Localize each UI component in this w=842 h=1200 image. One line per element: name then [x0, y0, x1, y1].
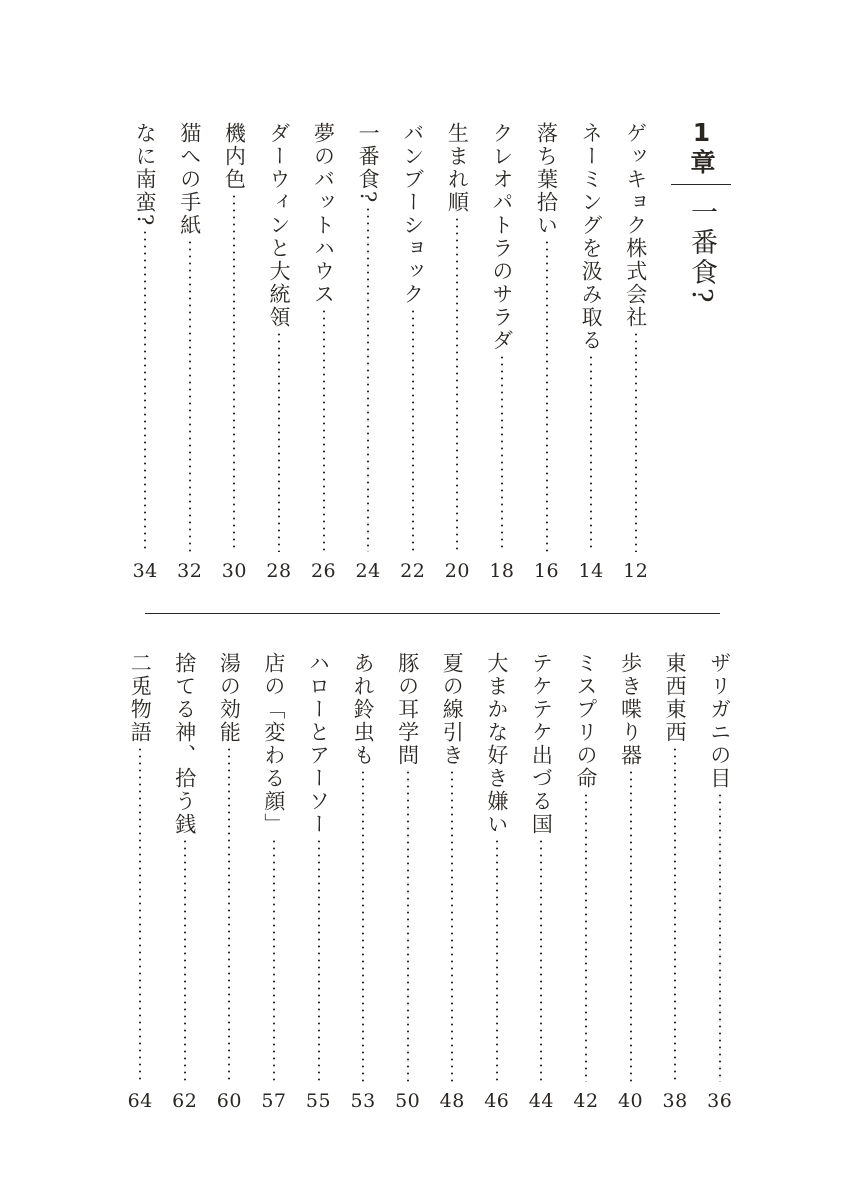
dot-leader — [496, 838, 498, 1082]
toc-entry[interactable] — [162, 652, 207, 1112]
toc-entry-title: 一番食? — [356, 122, 381, 205]
toc-entry[interactable] — [296, 652, 341, 1112]
toc-entry[interactable] — [385, 652, 430, 1112]
dot-leader — [273, 838, 275, 1082]
toc-entry-page: 62 — [172, 1090, 198, 1112]
toc-entry-title: 夏の線引き — [440, 652, 465, 767]
toc-entry-title: ネーミングを汲み取る — [579, 122, 604, 352]
toc-entry-page: 53 — [350, 1090, 376, 1112]
toc-entry-page: 36 — [707, 1090, 733, 1112]
toc-entry-title: テケテケ出づる国 — [529, 652, 554, 836]
toc-entry-page: 55 — [305, 1090, 332, 1112]
dot-leader — [362, 769, 364, 1082]
toc-entry-page: 48 — [439, 1090, 465, 1112]
toc-entry-page: 20 — [444, 560, 470, 582]
toc-entry-title: 大まかな好き嫌い — [484, 652, 509, 836]
dot-leader — [139, 746, 141, 1082]
toc-entry-title: 夢のバットハウス — [311, 122, 336, 306]
toc-entry-title: 歩き喋り器 — [618, 652, 643, 767]
toc-entry-page: 16 — [533, 560, 560, 582]
toc-entry-title: 湯の効能 — [217, 652, 242, 744]
toc-entry-title: ゲッキョク株式会社 — [623, 122, 648, 329]
dot-leader — [412, 308, 414, 552]
dot-leader — [585, 792, 587, 1082]
toc-entry-title: ダーウィンと大統領 — [266, 122, 291, 329]
chapter-title: 一番食? — [686, 198, 717, 306]
toc-entry[interactable] — [167, 122, 212, 582]
dot-leader — [630, 769, 632, 1082]
toc-entry[interactable] — [118, 652, 163, 1112]
toc-entry-title: 豚の耳学問 — [395, 652, 420, 767]
toc-entry-page: 44 — [528, 1090, 554, 1112]
toc-entry-page: 26 — [310, 560, 337, 582]
dot-leader — [367, 206, 369, 552]
toc-entry-title: バンブーショック — [400, 122, 425, 306]
toc-entry-page: 32 — [177, 560, 203, 582]
toc-entry[interactable] — [569, 122, 614, 582]
toc-entry[interactable] — [341, 652, 386, 1112]
toc-entry-page: 12 — [623, 560, 649, 582]
toc-entry-title: 落ち葉拾い — [534, 122, 559, 237]
toc-entry[interactable] — [564, 652, 609, 1112]
toc-entry-page: 46 — [484, 1090, 510, 1112]
toc-entry-title: 東西東西 — [663, 652, 688, 744]
toc-entry[interactable] — [252, 652, 297, 1112]
dot-leader — [189, 239, 191, 552]
toc-entry[interactable] — [301, 122, 346, 582]
chapter-number: 1章 — [687, 118, 716, 176]
toc-entry-title: 二兎物語 — [128, 652, 153, 744]
toc-entry-page: 22 — [400, 560, 426, 582]
dot-leader — [456, 216, 458, 552]
chapter-rule — [671, 184, 731, 185]
toc-entry-title: 生まれ順 — [445, 122, 470, 214]
dot-leader — [590, 354, 592, 552]
toc-entry-page: 64 — [127, 1090, 153, 1112]
toc-entry-page: 34 — [132, 560, 158, 582]
dot-leader — [501, 354, 503, 552]
toc-entry-title: ザリガニの目 — [707, 652, 732, 790]
toc-entry[interactable] — [519, 652, 564, 1112]
toc-entry[interactable] — [257, 122, 302, 582]
toc-entry[interactable] — [123, 122, 168, 582]
toc-entry[interactable] — [207, 652, 252, 1112]
toc-entry[interactable] — [613, 122, 658, 582]
dot-leader — [540, 838, 542, 1082]
dot-leader — [407, 769, 409, 1082]
toc-bottom-section — [118, 652, 742, 1112]
toc-entry-title: 機内色 — [222, 122, 247, 191]
toc-entry[interactable] — [475, 652, 520, 1112]
toc-entry[interactable] — [697, 652, 742, 1112]
toc-entry-title: 捨てる神、拾う銭 — [172, 652, 197, 836]
toc-entry-page: 38 — [662, 1090, 688, 1112]
toc-entry-page: 60 — [216, 1090, 242, 1112]
toc-entry-title: ハローとアーソー — [306, 652, 331, 836]
toc-entry-page: 24 — [355, 560, 381, 582]
toc-entry[interactable] — [430, 652, 475, 1112]
toc-entry-page: 18 — [489, 560, 515, 582]
section-divider — [145, 613, 720, 614]
toc-entry[interactable] — [435, 122, 480, 582]
dot-leader — [184, 838, 186, 1082]
toc-entry-title: ミスプリの命 — [573, 652, 598, 790]
toc-entry-page: 50 — [395, 1090, 421, 1112]
toc-top-section — [118, 122, 658, 582]
toc-entry-title: クレオパトラのサラダ — [489, 122, 514, 352]
chapter-heading — [666, 118, 736, 348]
toc-entry-page: 40 — [617, 1090, 644, 1112]
toc-entry-title: なに南蛮? — [133, 122, 158, 228]
toc-entry[interactable] — [390, 122, 435, 582]
dot-leader — [674, 746, 676, 1082]
dot-leader — [546, 239, 548, 552]
dot-leader — [228, 746, 230, 1082]
toc-entry-title: あれ鈴虫も — [351, 652, 376, 767]
toc-entry-page: 28 — [266, 560, 292, 582]
toc-entry[interactable] — [212, 122, 257, 582]
toc-entry-page: 30 — [221, 560, 247, 582]
toc-entry[interactable] — [653, 652, 698, 1112]
dot-leader — [233, 193, 235, 552]
dot-leader — [278, 331, 280, 552]
toc-entry-page: 57 — [261, 1090, 287, 1112]
dot-leader — [719, 792, 721, 1082]
dot-leader — [451, 769, 453, 1082]
dot-leader — [635, 331, 637, 552]
toc-entry-title: 猫への手紙 — [177, 122, 202, 237]
toc-entry-page: 14 — [578, 560, 604, 582]
toc-entry[interactable] — [480, 122, 525, 582]
toc-entry-page: 42 — [573, 1090, 599, 1112]
dot-leader — [323, 308, 325, 552]
toc-entry-title: 店の「変わる顔」 — [261, 652, 286, 836]
toc-entry[interactable] — [608, 652, 653, 1112]
toc-entry[interactable] — [346, 122, 391, 582]
dot-leader — [144, 229, 146, 552]
toc-entry[interactable] — [524, 122, 569, 582]
dot-leader — [318, 838, 320, 1082]
